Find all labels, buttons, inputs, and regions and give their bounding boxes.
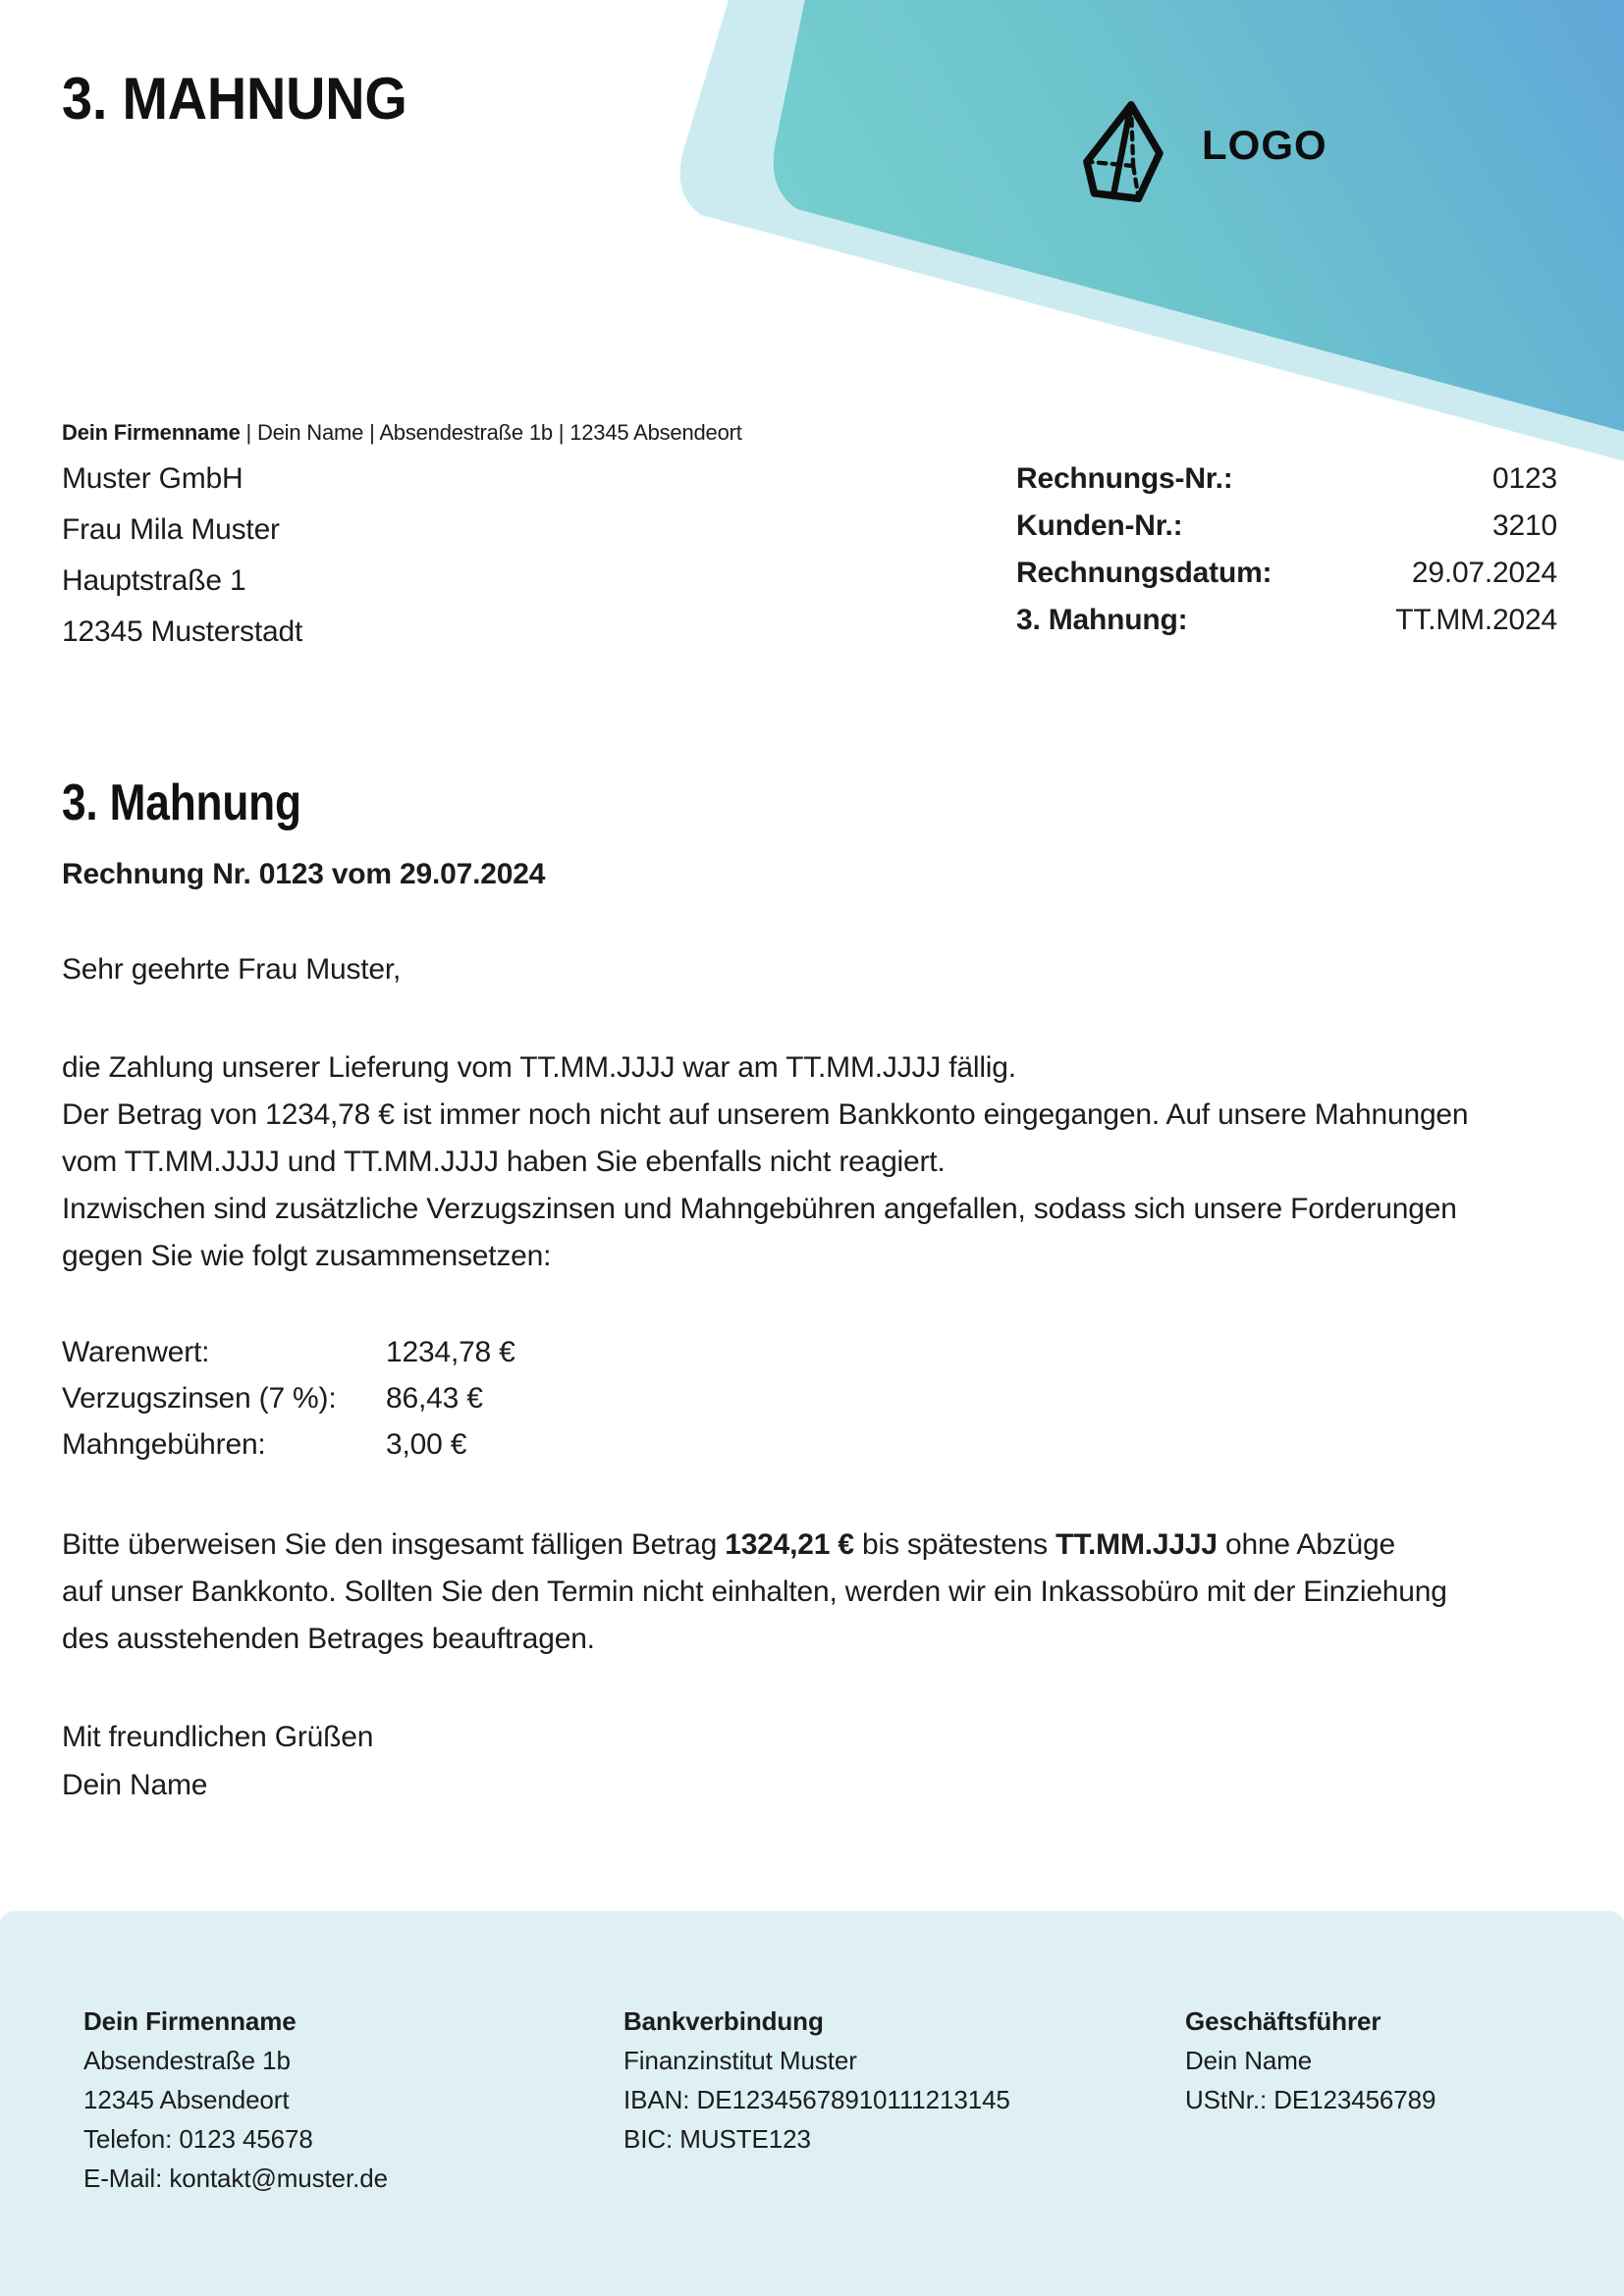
meta-label: Rechnungs-Nr.: bbox=[1016, 462, 1233, 495]
cost-row bbox=[62, 1421, 515, 1468]
body-paragraph bbox=[62, 1044, 1468, 1280]
body-line: auf unser Bankkonto. Sollten Sie den Termin nicht einhalten, werden wir ein Inkassobüro mit der Einziehung bbox=[62, 1575, 1447, 1608]
cost-label: Warenwert: bbox=[62, 1336, 210, 1368]
footer-line: IBAN: DE12345678910111213145 bbox=[623, 2085, 1010, 2114]
meta-value: 29.07.2024 bbox=[1411, 557, 1557, 589]
letter-heading: 3. Mahnung bbox=[62, 774, 301, 831]
letter-subheading: Rechnung Nr. 0123 vom 29.07.2024 bbox=[62, 858, 546, 890]
meta-row bbox=[1016, 550, 1557, 597]
body-line: des ausstehenden Betrages beauftragen. bbox=[62, 1623, 595, 1655]
sender-line bbox=[62, 420, 742, 446]
signature-name: Dein Name bbox=[62, 1769, 208, 1801]
meta-value: 0123 bbox=[1492, 462, 1557, 495]
sender-rest: | Dein Name | Absendestraße 1b | 12345 Absendeort bbox=[240, 420, 742, 445]
body-line: Der Betrag von 1234,78 € ist immer noch nicht auf unserem Bankkonto eingegangen. Auf unsere Mahnungen bbox=[62, 1098, 1469, 1131]
body-line bbox=[62, 1522, 1447, 1569]
meta-row bbox=[1016, 455, 1557, 503]
footer-heading: Bankverbindung bbox=[623, 2006, 824, 2036]
footer-line: E-Mail: kontakt@muster.de bbox=[83, 2163, 389, 2193]
meta-value: TT.MM.2024 bbox=[1395, 604, 1557, 636]
address-line: Muster GmbH bbox=[62, 462, 244, 495]
footer-heading: Geschäftsführer bbox=[1185, 2006, 1381, 2036]
body-line: gegen Sie wie folgt zusammensetzen: bbox=[62, 1240, 552, 1272]
body-line: vom TT.MM.JJJJ und TT.MM.JJJJ haben Sie ebenfalls nicht reagiert. bbox=[62, 1146, 946, 1178]
footer-heading: Dein Firmenname bbox=[83, 2006, 297, 2036]
document-title: 3. MAHNUNG bbox=[62, 66, 407, 132]
request-text: bis spätestens bbox=[853, 1528, 1056, 1561]
cost-label: Verzugszinsen (7 %): bbox=[62, 1382, 337, 1415]
footer-line: Finanzinstitut Muster bbox=[623, 2046, 857, 2075]
footer-line: UStNr.: DE123456789 bbox=[1185, 2085, 1436, 2114]
request-text: Bitte überweisen Sie den insgesamt fälligen Betrag bbox=[62, 1528, 726, 1561]
logo-text: LOGO bbox=[1202, 122, 1327, 168]
closing-phrase: Mit freundlichen Grüßen bbox=[62, 1721, 374, 1753]
salutation: Sehr geehrte Frau Muster, bbox=[62, 953, 402, 986]
meta-label: 3. Mahnung: bbox=[1016, 604, 1188, 636]
address-line: Frau Mila Muster bbox=[62, 513, 280, 546]
page-footer bbox=[0, 1911, 1624, 2296]
meta-label: Kunden-Nr.: bbox=[1016, 509, 1183, 542]
payment-request-paragraph bbox=[62, 1522, 1447, 1663]
meta-row bbox=[1016, 597, 1557, 644]
footer-column-bank bbox=[623, 2002, 1010, 2159]
footer-line: Telefon: 0123 45678 bbox=[83, 2124, 313, 2154]
cost-table bbox=[62, 1329, 515, 1468]
cost-value: 3,00 € bbox=[386, 1428, 467, 1461]
recipient-address bbox=[62, 454, 302, 658]
cost-row bbox=[62, 1375, 515, 1421]
footer-column-company bbox=[83, 2002, 388, 2198]
payment-deadline: TT.MM.JJJJ bbox=[1056, 1528, 1218, 1561]
invoice-meta bbox=[1016, 455, 1557, 644]
footer-column-management bbox=[1185, 2002, 1435, 2119]
meta-row bbox=[1016, 503, 1557, 550]
cost-value: 1234,78 € bbox=[386, 1336, 515, 1368]
header-shape-main bbox=[774, 0, 1624, 444]
address-line: Hauptstraße 1 bbox=[62, 564, 246, 597]
address-line: 12345 Musterstadt bbox=[62, 615, 303, 648]
closing-block bbox=[62, 1713, 373, 1809]
cost-label: Mahngebühren: bbox=[62, 1428, 266, 1461]
pyramid-logo-icon bbox=[1073, 94, 1189, 208]
footer-line: Dein Name bbox=[1185, 2046, 1313, 2075]
footer-line: Absendestraße 1b bbox=[83, 2046, 291, 2075]
body-line: die Zahlung unserer Lieferung vom TT.MM.JJJJ war am TT.MM.JJJJ fällig. bbox=[62, 1051, 1016, 1084]
footer-line: BIC: MUSTE123 bbox=[623, 2124, 811, 2154]
footer-line: 12345 Absendeort bbox=[83, 2085, 290, 2114]
sender-company: Dein Firmenname bbox=[62, 420, 241, 445]
meta-value: 3210 bbox=[1492, 509, 1557, 542]
cost-row bbox=[62, 1329, 515, 1375]
meta-label: Rechnungsdatum: bbox=[1016, 557, 1272, 589]
amount-due: 1324,21 € bbox=[725, 1528, 854, 1561]
request-text: ohne Abzüge bbox=[1217, 1528, 1395, 1561]
cost-value: 86,43 € bbox=[386, 1382, 483, 1415]
body-line: Inzwischen sind zusätzliche Verzugszinsen und Mahngebühren angefallen, sodass sich unsere Forderungen bbox=[62, 1193, 1457, 1225]
